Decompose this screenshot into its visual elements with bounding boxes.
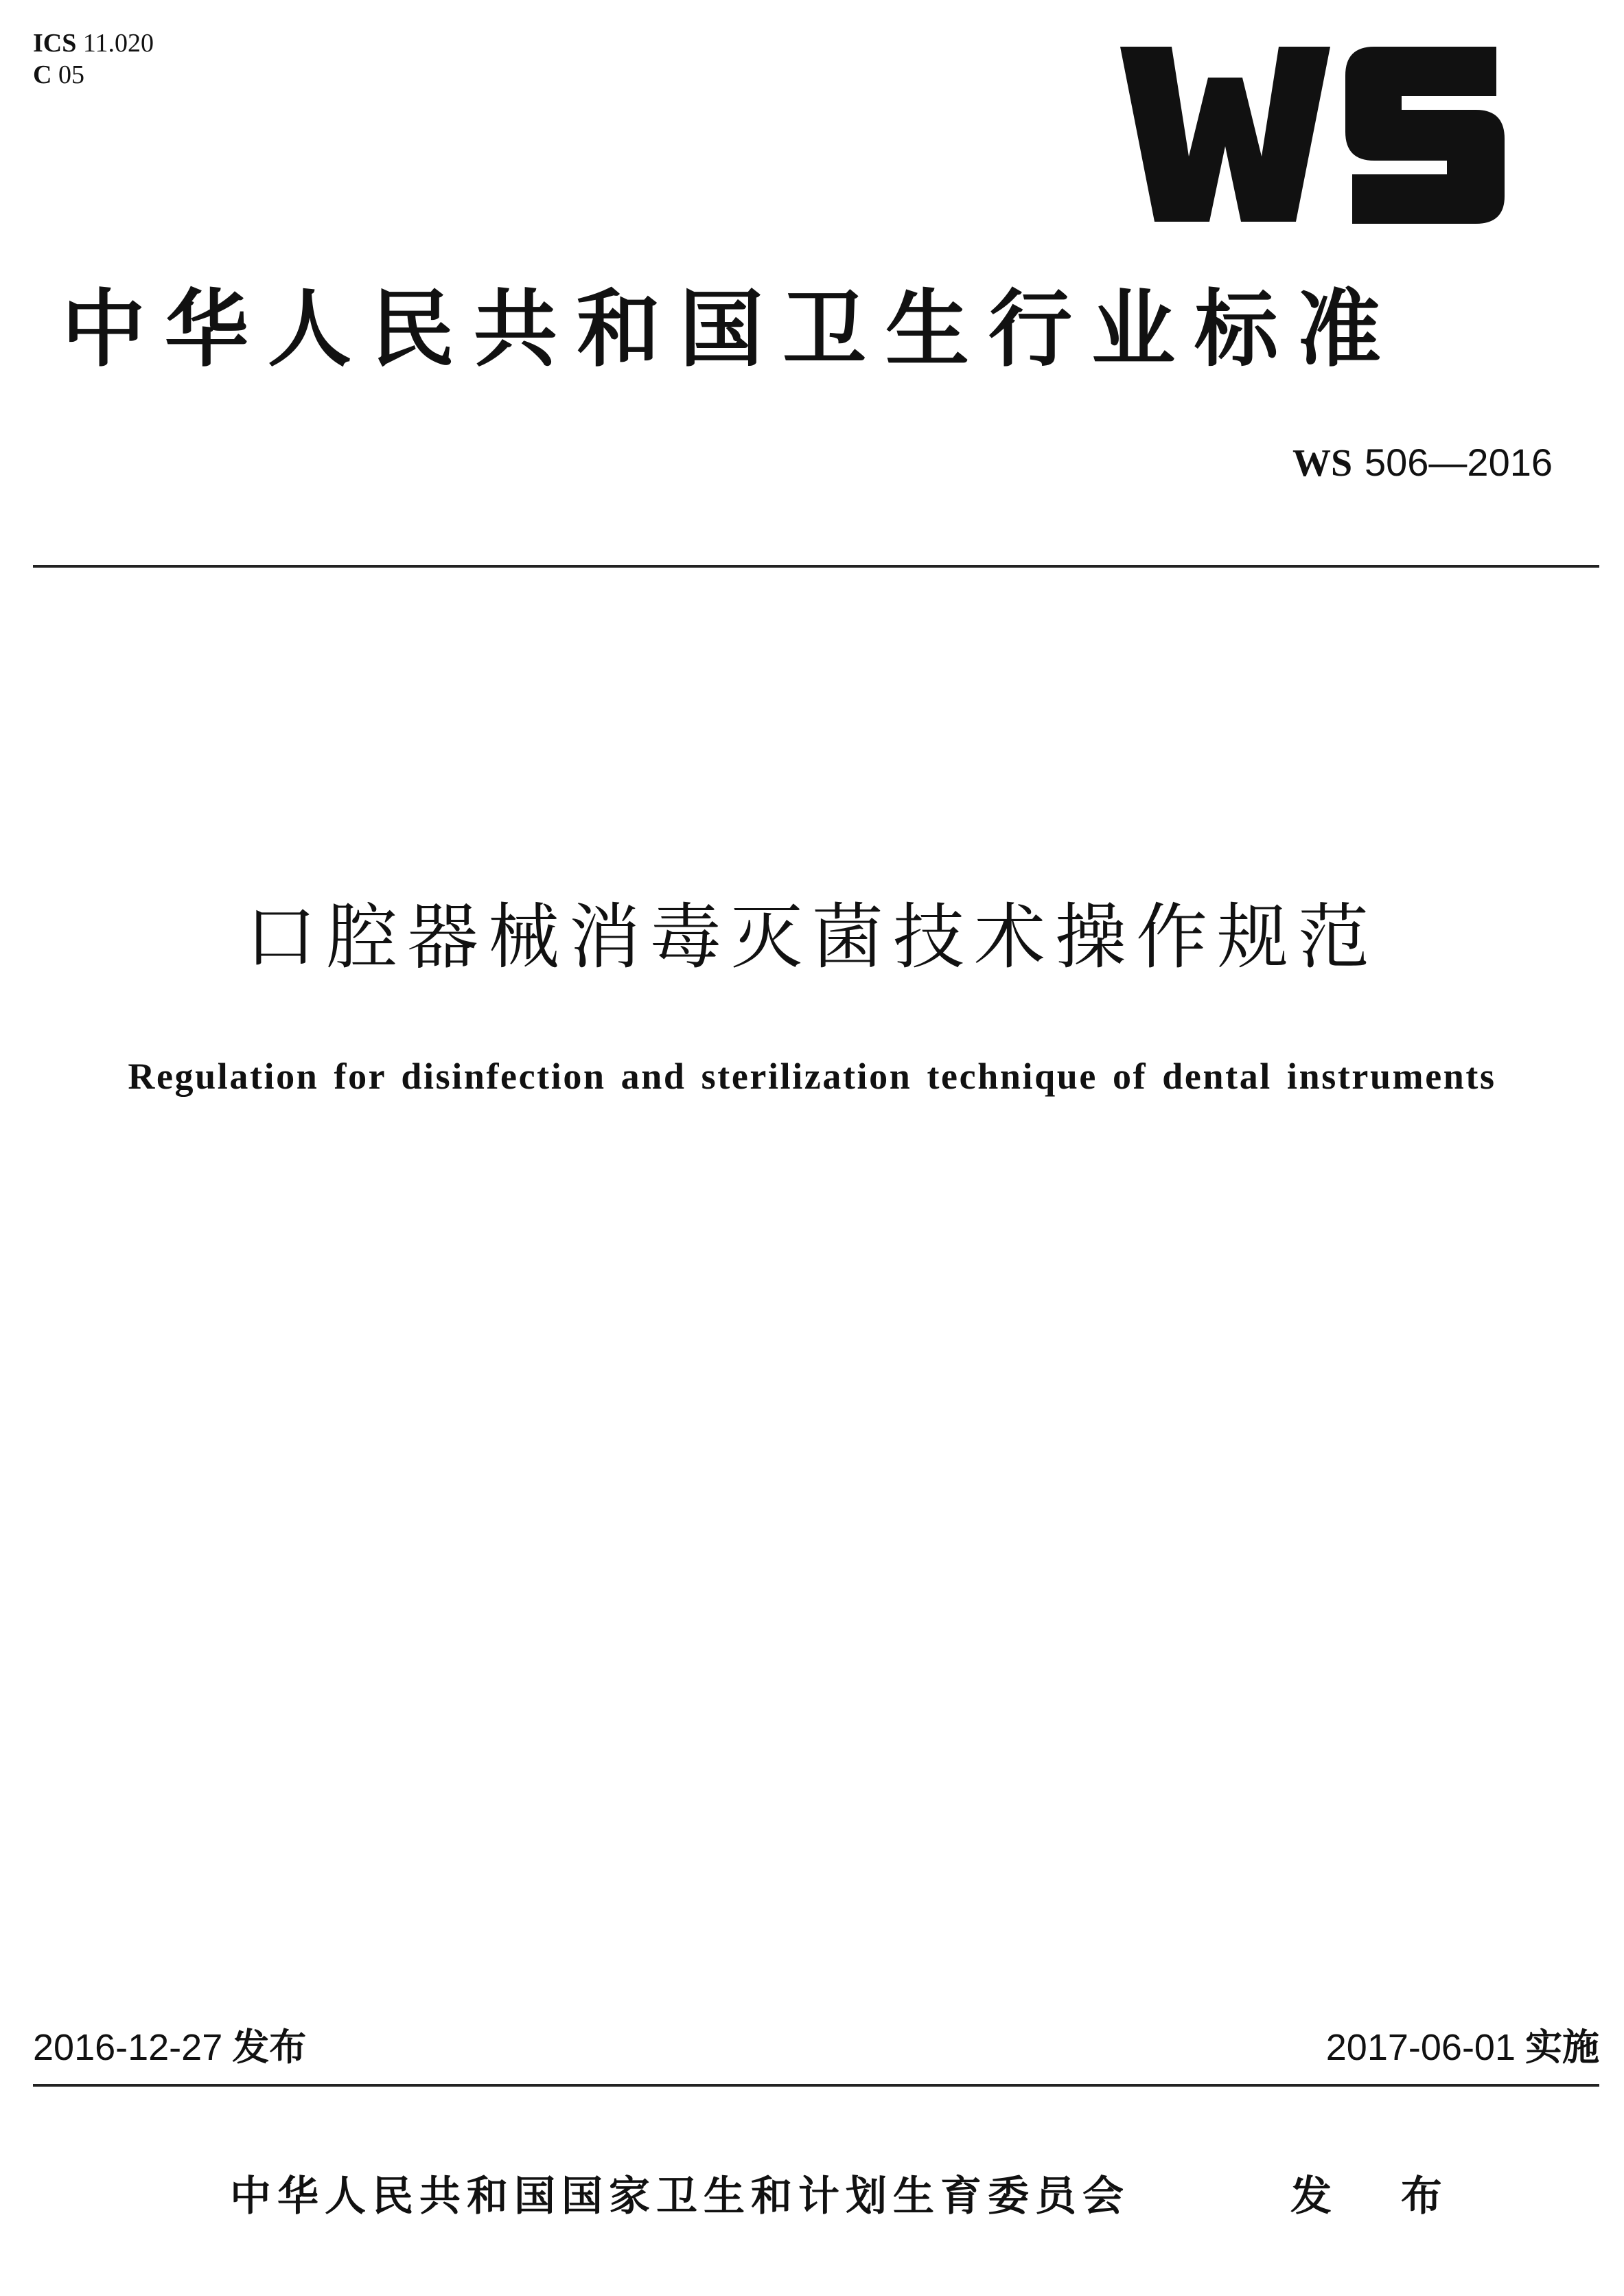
ws-logo-letter-w (1120, 47, 1330, 222)
document-title-en: Regulation for disinfection and sterilization technique of dental instruments (128, 1056, 1496, 1097)
ws-logo (1120, 47, 1505, 232)
classification-codes (33, 27, 154, 91)
standard-prefix: WS (1292, 442, 1353, 485)
ws-logo-letters (1120, 47, 1505, 224)
ccs-code: 05 (58, 60, 84, 89)
ccs-line (33, 59, 154, 91)
ics-label: ICS (33, 29, 77, 58)
issue-label: 发布 (232, 2026, 307, 2069)
ccs-label: C (33, 60, 52, 89)
ics-code: 11.020 (82, 29, 154, 58)
industry-standard-title: 中华人民共和国卫生行业标准 (62, 281, 1400, 378)
publish-label: 发 布 (1290, 2172, 1470, 2220)
implementation-date: 2017-06-01 (1325, 2027, 1516, 2068)
standard-number: 506—2016 (1364, 441, 1553, 484)
document-title-zh: 口腔器械消毒灭菌技术操作规范 (244, 895, 1379, 979)
ws-logo-letter-s (1345, 47, 1505, 224)
standard-code (1292, 441, 1553, 485)
issue-date: 2016-12-27 (33, 2027, 223, 2068)
header-divider (33, 565, 1599, 568)
ics-line (33, 27, 154, 59)
implementation-date-block (1326, 2025, 1599, 2070)
footer-divider (33, 2084, 1599, 2087)
publisher-name: 中华人民共和国国家卫生和计划生育委员会 (230, 2172, 1130, 2220)
implementation-label: 实施 (1525, 2026, 1599, 2069)
issue-date-block (33, 2025, 306, 2070)
